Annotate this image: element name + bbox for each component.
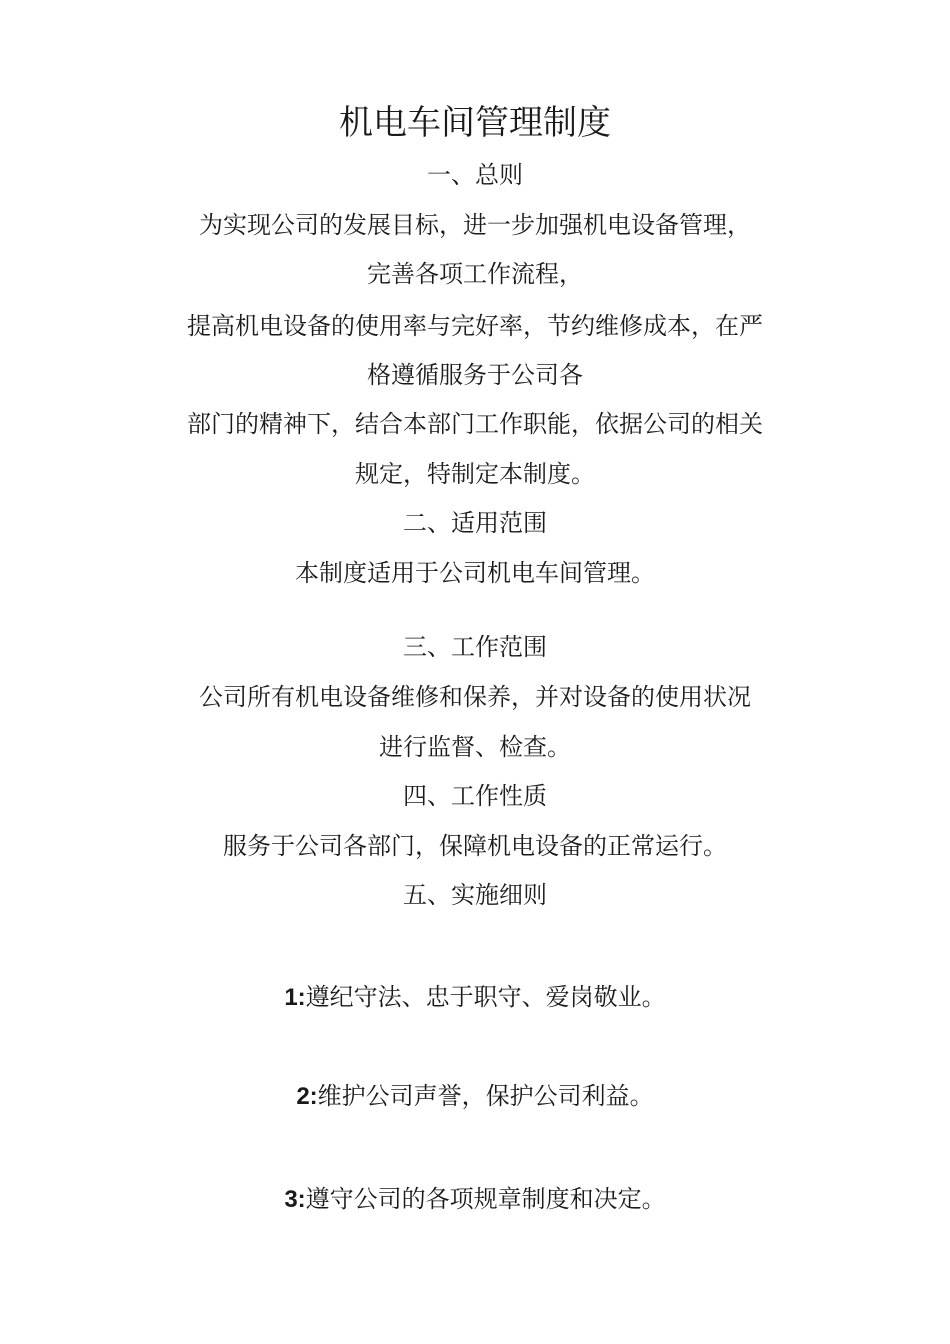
section-heading-general: 一、总则 bbox=[427, 161, 523, 189]
paragraph-line: 规定，特制定本制度。 bbox=[355, 460, 595, 488]
section-heading-scope: 二、适用范围 bbox=[403, 509, 547, 537]
section-heading-work-nature: 四、工作性质 bbox=[403, 782, 547, 810]
rule-item bbox=[0, 982, 950, 1013]
rule-number: 2: bbox=[296, 1083, 318, 1110]
paragraph-line: 提高机电设备的使用率与完好率，节约维修成本，在严 bbox=[187, 312, 763, 340]
rule-item bbox=[0, 1184, 950, 1215]
paragraph-line: 完善各项工作流程， bbox=[367, 260, 583, 288]
paragraph-line: 服务于公司各部门，保障机电设备的正常运行。 bbox=[223, 832, 727, 860]
section-heading-implementation: 五、实施细则 bbox=[403, 881, 547, 909]
section-heading-work-scope: 三、工作范围 bbox=[403, 633, 547, 661]
rule-number: 1: bbox=[284, 984, 306, 1011]
document-title: 机电车间管理制度 bbox=[339, 103, 611, 143]
paragraph-line: 格遵循服务于公司各 bbox=[367, 361, 583, 389]
paragraph-line: 为实现公司的发展目标，进一步加强机电设备管理， bbox=[199, 211, 751, 239]
paragraph-line: 本制度适用于公司机电车间管理。 bbox=[295, 559, 655, 587]
paragraph-line: 部门的精神下，结合本部门工作职能，依据公司的相关 bbox=[187, 410, 763, 438]
rule-text: 遵守公司的各项规章制度和决定。 bbox=[305, 1185, 666, 1213]
paragraph-line: 公司所有机电设备维修和保养，并对设备的使用状况 bbox=[199, 683, 751, 711]
rule-number: 3: bbox=[284, 1186, 306, 1213]
paragraph-line: 进行监督、检查。 bbox=[379, 733, 571, 761]
rule-item bbox=[0, 1081, 950, 1112]
rule-text: 遵纪守法、忠于职守、爱岗敬业。 bbox=[305, 983, 666, 1011]
rule-text: 维护公司声誉，保护公司利益。 bbox=[317, 1082, 654, 1110]
